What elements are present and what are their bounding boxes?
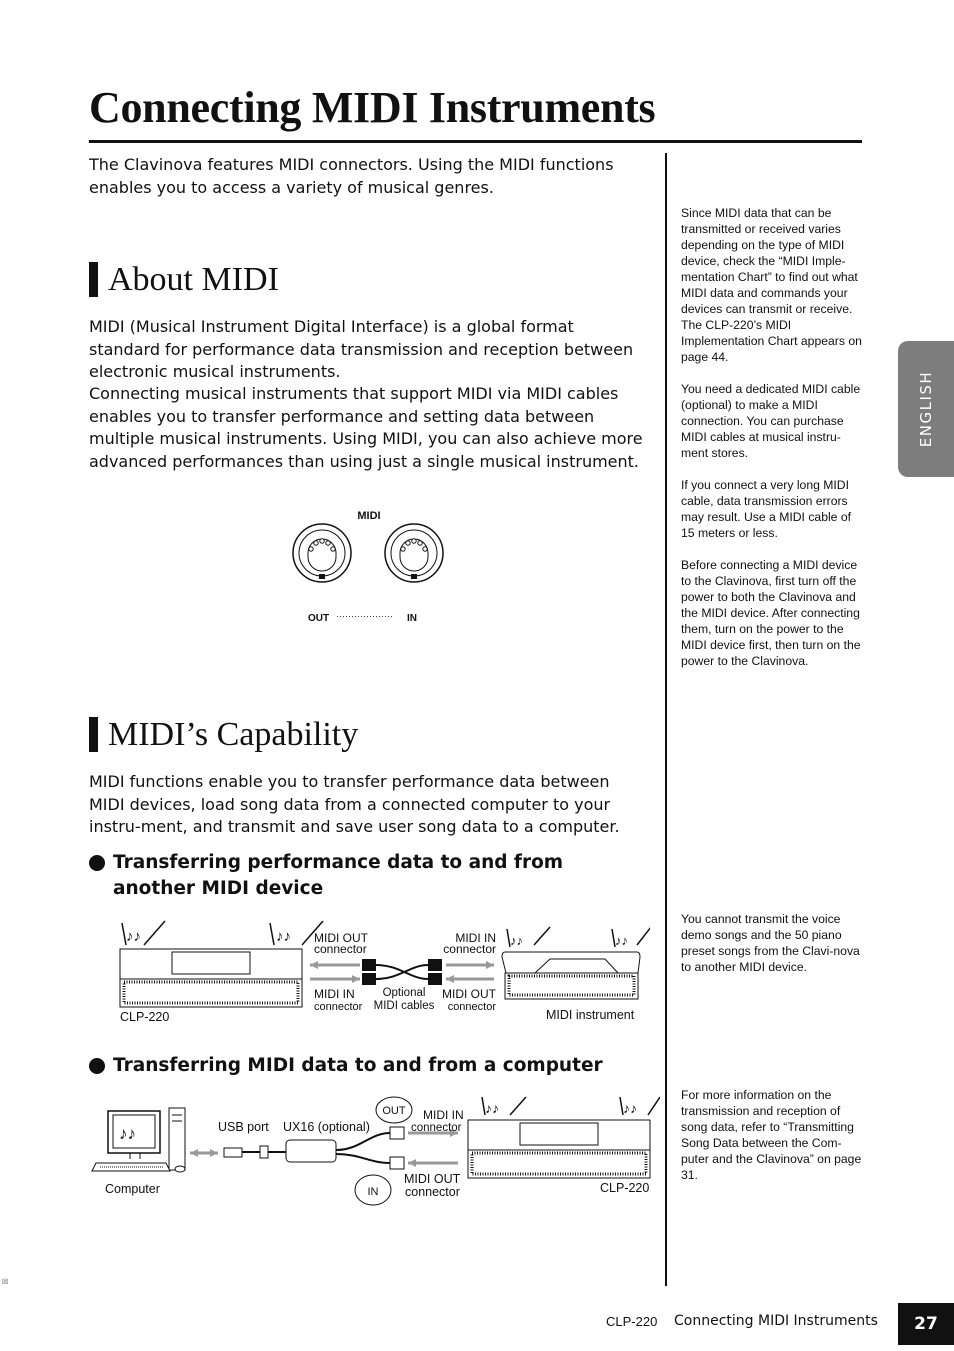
note-midi-implementation: Since MIDI data that can be transmitted or received varies depending on the type of MIDI device, check the “MIDI Imple-mentation Chart” to find out what MIDI data and commands your devices can transmit or receive. The CLP-220’s MIDI Implementation Chart appears on page 44. (681, 206, 862, 364)
d1-midi-in-right-connector: connector (443, 942, 496, 956)
midi-capability-heading-text: MIDI’s Capability (108, 716, 359, 753)
d1-optional-cables: MIDI cables (373, 1000, 435, 1012)
svg-text:♪♪: ♪♪ (485, 1100, 499, 1116)
heading-bar (89, 262, 98, 297)
column-divider (665, 153, 667, 1286)
music-notes-icon (612, 927, 650, 948)
note-power-off: Before connecting a MIDI device to the Clavinova, first turn off the power to both the Clavinova and the MIDI device. After connecting them, turn on the power to the MIDI device first, then turn on the power to the Clavinova. (681, 558, 861, 668)
midi-out-label: OUT (308, 613, 330, 624)
heading-bar (89, 717, 98, 752)
midi-out-jack-icon (293, 524, 351, 582)
d1-midi-out-right-connector: connector (447, 1001, 496, 1013)
title-rule (89, 140, 862, 143)
d2-ux16-label: UX16 (optional) (283, 1120, 370, 1134)
about-midi-para2: Connecting musical instruments that support MIDI via MIDI cables enables you to transfer performance and setting data between multiple musical instruments. Using MIDI, you can also achieve more advanced performances than using just a single musical instrument. (89, 384, 643, 471)
language-tab (898, 341, 954, 477)
d1-midi-in-label: MIDI IN (314, 987, 355, 1001)
subheading-computer (89, 1053, 649, 1079)
d2-out-label: OUT (382, 1105, 406, 1117)
midi-in-label: IN (407, 613, 417, 624)
bullet-icon (89, 855, 105, 871)
computer-midi-diagram (90, 1093, 660, 1208)
music-notes-icon (507, 927, 550, 948)
midi-instrument-keyboard-icon (502, 952, 640, 999)
note-cable-length: If you connect a very long MIDI cable, data transmission errors may result. Use a MIDI cable of 15 meters or less. (681, 478, 852, 540)
d2-midi-in-label: MIDI IN (423, 1108, 464, 1122)
midi-in-jack-icon (385, 524, 443, 582)
d2-usb-port-label: USB port (218, 1120, 269, 1134)
computer-icon (92, 1108, 185, 1172)
footer-model: CLP-220 (606, 1314, 658, 1329)
page-number: 27 (898, 1303, 954, 1345)
midi-cable-icon (310, 959, 494, 985)
svg-text:♪♪: ♪♪ (510, 933, 523, 948)
corner-mark: ☒ (2, 1279, 9, 1286)
music-notes-icon (620, 1097, 660, 1116)
svg-text:♪♪: ♪♪ (615, 933, 628, 948)
clavinova-piano-icon (468, 1120, 650, 1178)
midi-capability-heading (89, 715, 358, 755)
about-midi-heading-text: About MIDI (108, 261, 279, 298)
d2-midi-in-connector: connector (411, 1122, 462, 1134)
d1-midi-in-right-label: MIDI IN (455, 931, 496, 945)
d2-device-label: CLP-220 (600, 1181, 650, 1195)
d1-left-device-label: CLP-220 (120, 1010, 170, 1024)
note-more-info: For more information on the transmission and reception of song data, refer to “Transmitting Song Data between the Com-puter and the Clavinova” on page 31. (681, 1088, 862, 1182)
d1-midi-out-connector: connector (314, 942, 367, 956)
subheading-midi-device-text: Transferring performance data to and from another MIDI device (113, 852, 564, 899)
bullet-icon (89, 1058, 105, 1074)
music-notes-icon (482, 1097, 526, 1116)
language-tab-label: ENGLISH (917, 370, 935, 448)
d1-midi-out-right-label: MIDI OUT (442, 987, 496, 1001)
d1-optional-label: Optional (382, 987, 426, 999)
d1-midi-in-connector: connector (314, 1001, 363, 1013)
music-notes-icon (122, 921, 165, 945)
d2-in-label: IN (367, 1186, 379, 1198)
subheading-computer-text: Transferring MIDI data to and from a computer (113, 1055, 603, 1076)
page-title: Connecting MIDI Instruments (89, 83, 656, 132)
svg-text:♪♪: ♪♪ (119, 1124, 136, 1143)
d2-midi-out-connector: connector (405, 1185, 460, 1199)
capability-paragraph: MIDI functions enable you to transfer performance data between MIDI devices, load song data from a connected computer to your instru-ment, and transmit and save user song data to a computer. (89, 772, 620, 836)
note-midi-cable: You need a dedicated MIDI cable (optional) to make a MIDI connection. You can purchase MIDI cables at musical instru-ment stores. (681, 382, 861, 460)
midi-connector-figure (280, 500, 460, 630)
midi-dots: ··················· (336, 611, 393, 621)
svg-text:♪♪: ♪♪ (126, 928, 141, 945)
side-notes-top (681, 205, 863, 685)
midi-device-diagram (110, 915, 650, 1030)
about-midi-para1: MIDI (Musical Instrument Digital Interface) is a global format standard for performance data transmission and reception between electronic musical instruments. (89, 317, 634, 381)
d2-computer-label: Computer (105, 1182, 160, 1196)
d1-midi-out-label: MIDI OUT (314, 931, 368, 945)
subheading-midi-device (89, 850, 649, 902)
footer-section-title: Connecting MIDI Instruments (674, 1313, 878, 1329)
clavinova-piano-icon (120, 949, 302, 1007)
svg-text:♪♪: ♪♪ (623, 1100, 637, 1116)
midi-figure-label: MIDI (357, 510, 381, 522)
about-midi-heading (89, 260, 279, 300)
intro-paragraph: The Clavinova features MIDI connectors. Using the MIDI functions enables you to access a variety of musical genres. (89, 155, 614, 197)
d1-right-device-label: MIDI instrument (546, 1008, 635, 1022)
note-demo-songs: You cannot transmit the voice demo songs and the 50 piano preset songs from the Clavi-nova to another MIDI device. (681, 912, 860, 974)
d2-midi-out-label: MIDI OUT (404, 1172, 461, 1186)
svg-text:♪♪: ♪♪ (276, 928, 291, 945)
